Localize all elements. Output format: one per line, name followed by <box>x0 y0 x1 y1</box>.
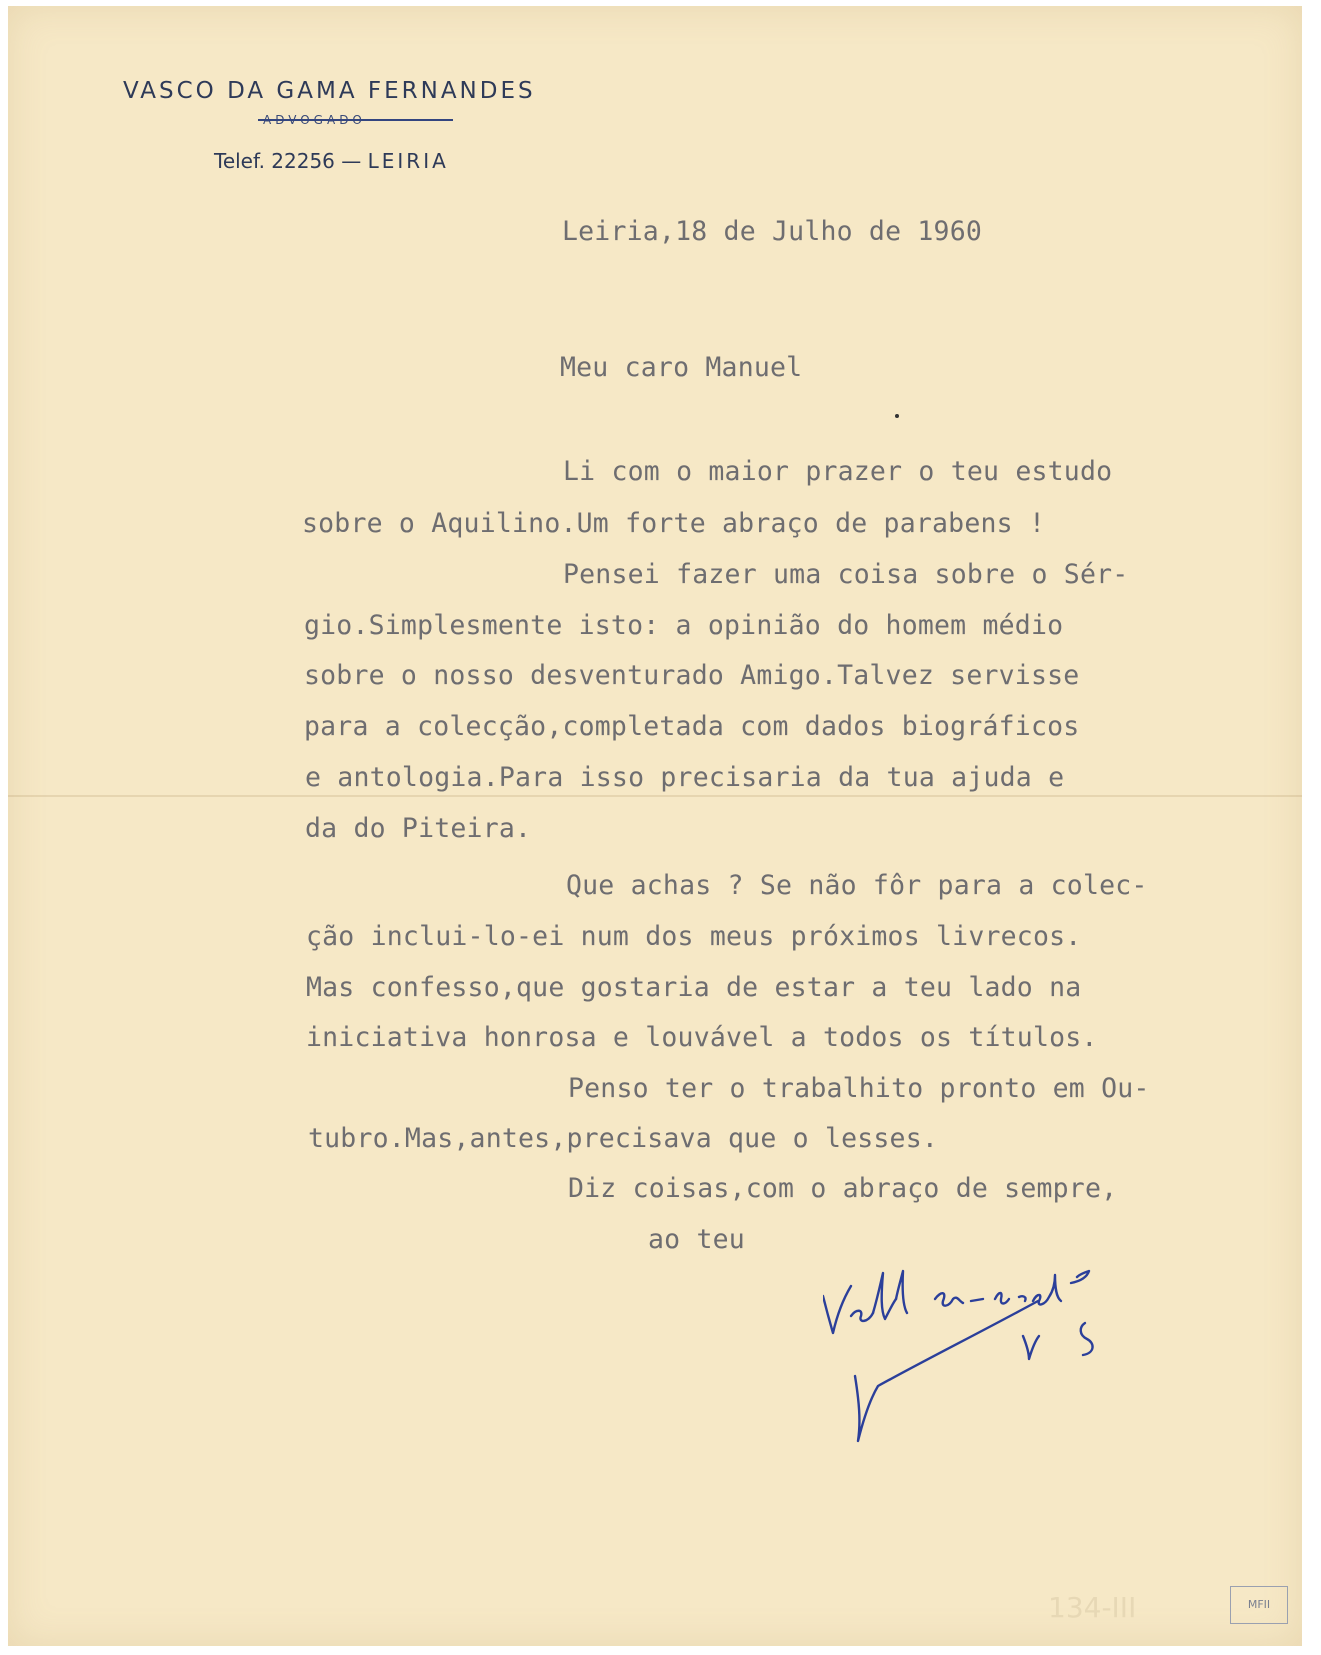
letterhead-phone: Telef. 22256 — <box>214 149 362 173</box>
letterhead-city: LEIRIA <box>367 149 449 173</box>
archive-stamp: MFII <box>1230 1586 1288 1624</box>
body-line: sobre o Aquilino.Um forte abraço de parabens ! <box>302 508 1046 539</box>
handwritten-signature <box>823 1261 1183 1471</box>
body-line: Que achas ? Se não fôr para a colec- <box>566 870 1148 901</box>
strikethrough-line <box>258 119 453 121</box>
body-line: e antologia.Para isso precisaria da tua ajuda e <box>305 762 1065 793</box>
closing-line: ao teu <box>648 1224 745 1255</box>
body-line: sobre o nosso desventurado Amigo.Talvez servisse <box>304 660 1080 691</box>
body-line: para a colecção,completada com dados biográficos <box>304 711 1080 742</box>
body-line: tubro.Mas,antes,precisava que o lesses. <box>308 1123 939 1154</box>
body-line: Diz coisas,com o abraço de sempre, <box>568 1173 1118 1204</box>
body-line: Penso ter o trabalhito pronto em Ou- <box>568 1073 1150 1104</box>
fold-crease <box>8 795 1302 797</box>
letterhead-name: VASCO DA GAMA FERNANDES <box>123 78 536 104</box>
body-line: Mas confesso,que gostaria de estar a teu lado na <box>306 972 1082 1003</box>
letterhead-phone-line <box>214 149 449 173</box>
letter-date: Leiria,18 de Julho de 1960 <box>562 216 983 247</box>
body-line: da do Piteira. <box>305 813 532 844</box>
letter-sheet <box>8 6 1302 1646</box>
ink-speck <box>895 414 899 418</box>
letter-salutation: Meu caro Manuel <box>560 352 803 383</box>
body-line: Pensei fazer uma coisa sobre o Sér- <box>563 559 1129 590</box>
body-line: gio.Simplesmente isto: a opinião do homem médio <box>304 610 1064 641</box>
body-line: ção inclui-lo-ei num dos meus próximos livrecos. <box>306 921 1082 952</box>
body-line: iniciativa honrosa e louvável a todos os títulos. <box>306 1022 1098 1053</box>
archive-reference: 134-III <box>1048 1591 1137 1624</box>
body-line: Li com o maior prazer o teu estudo <box>563 456 1113 487</box>
